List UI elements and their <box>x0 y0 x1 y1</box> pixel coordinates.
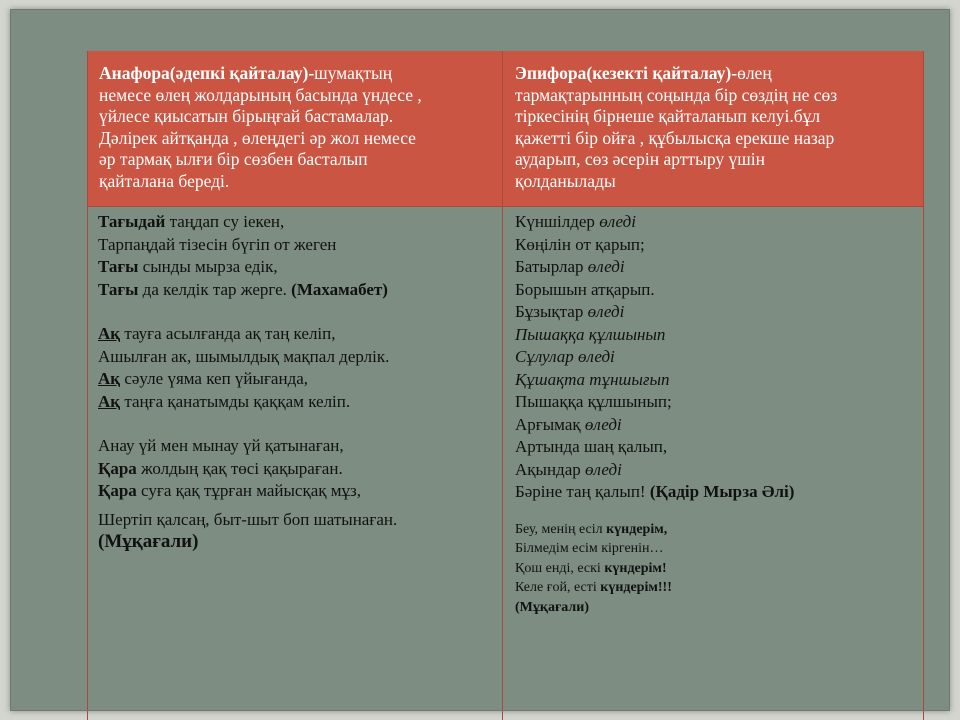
author-label: (Мұқағали) <box>515 599 590 615</box>
epiphora-title: Эпифора(кезекті қайталау)- <box>515 63 738 83</box>
poem-line: Тарпаңдай тізесін бүгіп от жеген <box>98 234 337 254</box>
poem-line: Борышын атқарып. <box>515 279 655 299</box>
column-divider <box>502 51 503 720</box>
epiphora-def-5: қолданылады <box>515 170 616 191</box>
poem-line: Сұлулар өледі <box>515 347 615 366</box>
epiphora-header <box>503 51 923 206</box>
poem-line: Тағы сынды мырза едік, <box>98 257 278 276</box>
poem-line: Батырлар өледі <box>515 257 625 276</box>
poem-line: Арғымақ өледі <box>515 414 622 434</box>
poem-line: Шертіп қалсаң, быт-шыт боп шатынаған. <box>98 509 398 529</box>
poem-line: Қара суға қақ тұрған майысқақ мұз, <box>98 481 362 500</box>
author-label: (Қадір Мырза Әлі) <box>649 482 795 501</box>
poem-line: Беу, менің есіл күндерім, <box>515 521 668 537</box>
poem-line: Бәріне таң қалып! (Қадір Мырза Әлі) <box>515 482 795 501</box>
epiphora-def-1: тармақтарынның соңында бір сөздің не сөз <box>515 84 838 105</box>
poem-line: Ақындар өледі <box>515 459 622 479</box>
epiphora-def-2: тіркесінің бірнеше қайталанып келуі.бұл <box>515 106 821 126</box>
poem-line: Ақ таңға қанатымды қаққам келіп. <box>98 391 351 411</box>
poem-line: Келе ғой, есті күндерім!!! <box>515 580 672 595</box>
slide <box>10 9 950 711</box>
author-label: (Махамабет) <box>291 279 388 299</box>
poem-line: Қош енді, ескі күндерім! <box>515 560 667 576</box>
anaphora-title: Анафора(әдепкі қайталау)- <box>99 63 315 83</box>
poem-line: Ақ тауға асылғанда ақ таң келіп, <box>98 324 336 343</box>
poem-line: Құшақта тұншығып <box>515 369 670 389</box>
anaphora-def-5: қайталана береді. <box>99 170 230 191</box>
poem-line: Бұзықтар өледі <box>515 302 625 321</box>
anaphora-examples <box>98 211 498 554</box>
poem-line: Тағы да келдік тар жерге. (Махамабет) <box>98 279 388 299</box>
poem-line: Білмедім есім кіргенін… <box>515 541 664 556</box>
epiphora-def-0: өлең <box>737 63 772 83</box>
header-divider <box>88 206 923 207</box>
poem-line: Пышаққа құлшынып; <box>515 392 672 411</box>
poem-line: Күншілдер өледі <box>515 212 636 231</box>
epiphora-def-3: қажетті бір ойға , құбылысқа ерекше назар <box>515 127 835 148</box>
poem-line: Қара жолдың қақ төсі қақыраған. <box>98 458 343 478</box>
anaphora-header <box>88 51 502 206</box>
poem-line: Пышаққа құлшынып <box>515 324 666 344</box>
author-label: (Мұқағали) <box>98 531 199 552</box>
poem-line: Ашылған ак, шымылдық мақпал дерлік. <box>98 346 390 366</box>
anaphora-def-3: Дәлірек айтқанда , өлеңдегі әр жол немесе <box>99 127 416 148</box>
anaphora-def-1: немесе өлең жолдарының басында үндесе , <box>99 84 422 105</box>
comparison-table <box>87 51 924 720</box>
anaphora-def-4: әр тармақ ылғи бір сөзбен басталып <box>99 149 368 169</box>
poem-line: Ақ сәуле үяма кеп үйығанда, <box>98 369 309 388</box>
poem-line: Анау үй мен мынау үй қатынаған, <box>98 436 344 455</box>
poem-line: Тағыдай таңдап су іекен, <box>98 212 285 231</box>
epiphora-def-4: аударып, сөз әсерін арттыру үшін <box>515 149 765 169</box>
anaphora-def-0: шумақтың <box>314 63 393 83</box>
epiphora-examples <box>515 211 915 617</box>
anaphora-def-2: үйлесе қиысатын бірыңғай бастамалар. <box>99 106 394 126</box>
poem-line: Артында шаң қалып, <box>515 437 668 456</box>
poem-line: Көңілін от қарып; <box>515 234 645 254</box>
